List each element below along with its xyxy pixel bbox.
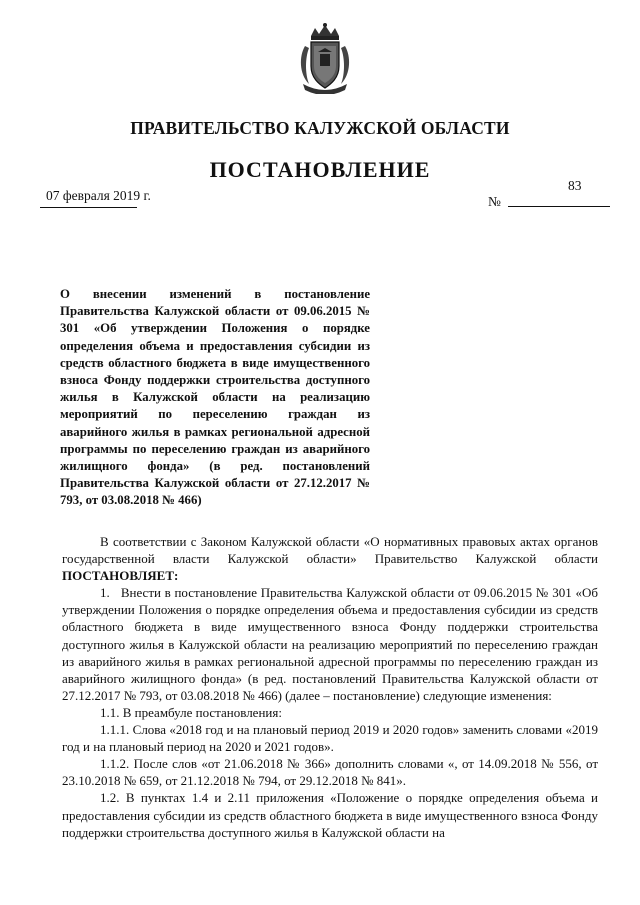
date-underline bbox=[40, 207, 137, 208]
number-label: № bbox=[488, 194, 501, 209]
preamble-paragraph bbox=[62, 533, 598, 584]
coat-of-arms-icon bbox=[297, 22, 353, 94]
document-body bbox=[62, 533, 598, 841]
government-title: ПРАВИТЕЛЬСТВО КАЛУЖСКОЙ ОБЛАСТИ bbox=[130, 118, 510, 138]
document-date: 07 февраля 2019 г. bbox=[46, 188, 151, 203]
document-number: 83 bbox=[568, 178, 582, 193]
paragraph-1: 1. Внести в постановление Правительства Калужской области от 09.06.2015 № 301 «Об утверждении Положения о порядке определения объема и предоставления субсидии из средств областного бюджета в виде имущественного взноса Фонду поддержки строительства доступного жилья в Калужской области на реализацию мероприятий по переселению граждан из аварийного жилья в рамках региональной адресной программы по переселению граждан из аварийного жилищного фонда» (в ред. постановлений Правительства Калужской области от 27.12.2017 № 793, от 03.08.2018 № 466) (далее – постановление) следующие изменения: bbox=[62, 585, 598, 703]
paragraph-1-1-2: 1.1.2. После слов «от 21.06.2018 № 366» дополнить словами «, от 14.09.2018 № 556, от 23.10.2018 № 659, от 21.12.2018 № 794, от 29.12.2018 № 841». bbox=[62, 756, 598, 789]
number-underline bbox=[508, 206, 610, 207]
paragraph-1-2: 1.2. В пунктах 1.4 и 2.11 приложения «Положение о порядке определения объема и предоставления субсидии из средств областного бюджета в виде имущественного взноса Фонду поддержки строительства доступного жилья в Калужской области на bbox=[62, 790, 598, 840]
paragraph-1-1: 1.1. В преамбуле постановления: bbox=[100, 704, 282, 720]
document-subject: О внесении изменений в постановление Правительства Калужской области от 09.06.2015 № 301 «Об утверждении Положения о порядке определения объема и предоставления субсидии из средств областного бюджета в виде имущественного взноса Фонду поддержки строительства доступного жилья в Калужской области на реализацию мероприятий по переселению граждан из аварийного жилья в рамках региональной адресной программы по переселению граждан из аварийного жилищного фонда» (в ред. постановлений Правительства Калужской области от 27.12.2017 № 793, от 03.08.2018 № 466) bbox=[60, 287, 370, 508]
document-type: ПОСТАНОВЛЕНИЕ bbox=[209, 157, 431, 182]
preamble-text: В соответствии с Законом Калужской области «О нормативных правовых актах органов государственной власти Калужской области» Правительство Калужской области bbox=[62, 534, 598, 567]
paragraph-1-1-1: 1.1.1. Слова «2018 год и на плановый период 2019 и 2020 годов» заменить словами «2019 год и на плановый период на 2020 и 2021 годов». bbox=[62, 722, 598, 755]
resolves-word: ПОСТАНОВЛЯЕТ: bbox=[62, 568, 179, 584]
